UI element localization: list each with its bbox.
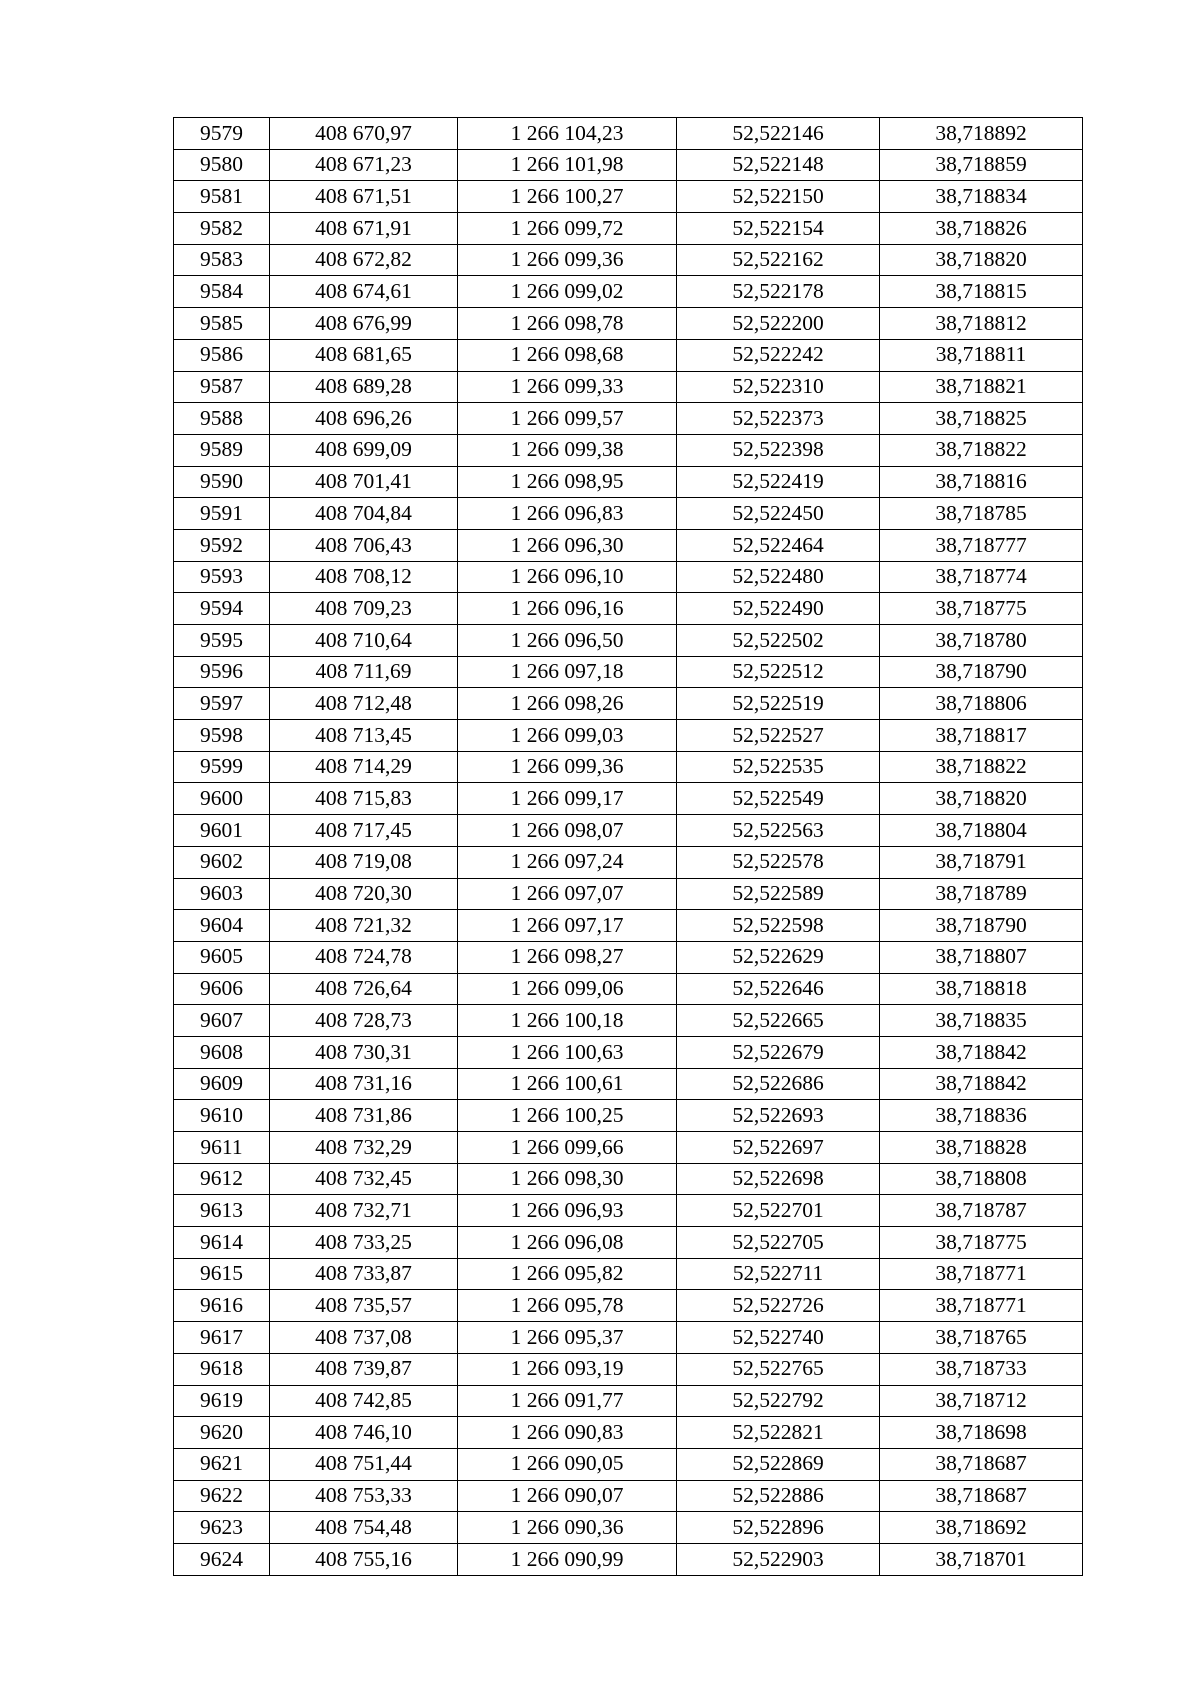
longitude-cell: 38,718765 xyxy=(880,1322,1083,1354)
longitude-cell: 38,718771 xyxy=(880,1258,1083,1290)
point-number-cell: 9617 xyxy=(174,1322,270,1354)
point-number-cell: 9621 xyxy=(174,1448,270,1480)
longitude-cell: 38,718807 xyxy=(880,941,1083,973)
point-number-cell: 9594 xyxy=(174,593,270,625)
x-coordinate-cell: 408 712,48 xyxy=(270,688,458,720)
y-coordinate-cell: 1 266 099,06 xyxy=(458,973,677,1005)
y-coordinate-cell: 1 266 098,95 xyxy=(458,466,677,498)
latitude-cell: 52,522896 xyxy=(677,1512,880,1544)
longitude-cell: 38,718687 xyxy=(880,1480,1083,1512)
coordinates-table xyxy=(173,117,1083,1576)
x-coordinate-cell: 408 701,41 xyxy=(270,466,458,498)
x-coordinate-cell: 408 713,45 xyxy=(270,720,458,752)
point-number-cell: 9596 xyxy=(174,656,270,688)
latitude-cell: 52,522629 xyxy=(677,941,880,973)
x-coordinate-cell: 408 739,87 xyxy=(270,1353,458,1385)
point-number-cell: 9624 xyxy=(174,1543,270,1575)
longitude-cell: 38,718806 xyxy=(880,688,1083,720)
y-coordinate-cell: 1 266 097,18 xyxy=(458,656,677,688)
point-number-cell: 9614 xyxy=(174,1227,270,1259)
point-number-cell: 9605 xyxy=(174,941,270,973)
y-coordinate-cell: 1 266 099,33 xyxy=(458,371,677,403)
latitude-cell: 52,522535 xyxy=(677,751,880,783)
longitude-cell: 38,718828 xyxy=(880,1132,1083,1164)
latitude-cell: 52,522578 xyxy=(677,846,880,878)
longitude-cell: 38,718820 xyxy=(880,783,1083,815)
table-row xyxy=(174,1543,1083,1575)
table-row xyxy=(174,403,1083,435)
latitude-cell: 52,522698 xyxy=(677,1163,880,1195)
x-coordinate-cell: 408 671,23 xyxy=(270,149,458,181)
x-coordinate-cell: 408 721,32 xyxy=(270,910,458,942)
longitude-cell: 38,718820 xyxy=(880,244,1083,276)
longitude-cell: 38,718835 xyxy=(880,1005,1083,1037)
table-row xyxy=(174,1227,1083,1259)
latitude-cell: 52,522665 xyxy=(677,1005,880,1037)
x-coordinate-cell: 408 753,33 xyxy=(270,1480,458,1512)
table-row xyxy=(174,751,1083,783)
x-coordinate-cell: 408 714,29 xyxy=(270,751,458,783)
x-coordinate-cell: 408 715,83 xyxy=(270,783,458,815)
point-number-cell: 9618 xyxy=(174,1353,270,1385)
table-row xyxy=(174,1195,1083,1227)
x-coordinate-cell: 408 696,26 xyxy=(270,403,458,435)
longitude-cell: 38,718808 xyxy=(880,1163,1083,1195)
longitude-cell: 38,718785 xyxy=(880,498,1083,530)
longitude-cell: 38,718812 xyxy=(880,308,1083,340)
y-coordinate-cell: 1 266 090,36 xyxy=(458,1512,677,1544)
x-coordinate-cell: 408 699,09 xyxy=(270,434,458,466)
table-row xyxy=(174,1163,1083,1195)
latitude-cell: 52,522686 xyxy=(677,1068,880,1100)
x-coordinate-cell: 408 735,57 xyxy=(270,1290,458,1322)
longitude-cell: 38,718822 xyxy=(880,751,1083,783)
point-number-cell: 9599 xyxy=(174,751,270,783)
table-row xyxy=(174,656,1083,688)
longitude-cell: 38,718804 xyxy=(880,815,1083,847)
x-coordinate-cell: 408 737,08 xyxy=(270,1322,458,1354)
x-coordinate-cell: 408 706,43 xyxy=(270,529,458,561)
x-coordinate-cell: 408 672,82 xyxy=(270,244,458,276)
latitude-cell: 52,522701 xyxy=(677,1195,880,1227)
x-coordinate-cell: 408 674,61 xyxy=(270,276,458,308)
coordinates-table-body xyxy=(174,118,1083,1576)
point-number-cell: 9603 xyxy=(174,878,270,910)
longitude-cell: 38,718822 xyxy=(880,434,1083,466)
point-number-cell: 9623 xyxy=(174,1512,270,1544)
latitude-cell: 52,522693 xyxy=(677,1100,880,1132)
y-coordinate-cell: 1 266 093,19 xyxy=(458,1353,677,1385)
longitude-cell: 38,718842 xyxy=(880,1068,1083,1100)
y-coordinate-cell: 1 266 099,02 xyxy=(458,276,677,308)
x-coordinate-cell: 408 676,99 xyxy=(270,308,458,340)
point-number-cell: 9587 xyxy=(174,371,270,403)
y-coordinate-cell: 1 266 099,72 xyxy=(458,213,677,245)
y-coordinate-cell: 1 266 096,50 xyxy=(458,625,677,657)
point-number-cell: 9579 xyxy=(174,118,270,150)
x-coordinate-cell: 408 689,28 xyxy=(270,371,458,403)
y-coordinate-cell: 1 266 098,07 xyxy=(458,815,677,847)
table-row xyxy=(174,434,1083,466)
x-coordinate-cell: 408 681,65 xyxy=(270,339,458,371)
y-coordinate-cell: 1 266 099,17 xyxy=(458,783,677,815)
latitude-cell: 52,522903 xyxy=(677,1543,880,1575)
latitude-cell: 52,522512 xyxy=(677,656,880,688)
table-row xyxy=(174,593,1083,625)
table-row xyxy=(174,720,1083,752)
table-row xyxy=(174,276,1083,308)
x-coordinate-cell: 408 732,29 xyxy=(270,1132,458,1164)
latitude-cell: 52,522765 xyxy=(677,1353,880,1385)
y-coordinate-cell: 1 266 100,27 xyxy=(458,181,677,213)
longitude-cell: 38,718815 xyxy=(880,276,1083,308)
point-number-cell: 9589 xyxy=(174,434,270,466)
y-coordinate-cell: 1 266 100,63 xyxy=(458,1036,677,1068)
longitude-cell: 38,718777 xyxy=(880,529,1083,561)
latitude-cell: 52,522502 xyxy=(677,625,880,657)
y-coordinate-cell: 1 266 098,27 xyxy=(458,941,677,973)
table-row xyxy=(174,783,1083,815)
x-coordinate-cell: 408 709,23 xyxy=(270,593,458,625)
table-row xyxy=(174,181,1083,213)
longitude-cell: 38,718789 xyxy=(880,878,1083,910)
y-coordinate-cell: 1 266 101,98 xyxy=(458,149,677,181)
table-row xyxy=(174,561,1083,593)
point-number-cell: 9590 xyxy=(174,466,270,498)
y-coordinate-cell: 1 266 098,68 xyxy=(458,339,677,371)
point-number-cell: 9597 xyxy=(174,688,270,720)
table-row xyxy=(174,1322,1083,1354)
latitude-cell: 52,522148 xyxy=(677,149,880,181)
table-row xyxy=(174,1448,1083,1480)
longitude-cell: 38,718834 xyxy=(880,181,1083,213)
table-row xyxy=(174,149,1083,181)
y-coordinate-cell: 1 266 100,61 xyxy=(458,1068,677,1100)
table-row xyxy=(174,498,1083,530)
latitude-cell: 52,522740 xyxy=(677,1322,880,1354)
point-number-cell: 9612 xyxy=(174,1163,270,1195)
longitude-cell: 38,718774 xyxy=(880,561,1083,593)
point-number-cell: 9607 xyxy=(174,1005,270,1037)
y-coordinate-cell: 1 266 096,83 xyxy=(458,498,677,530)
table-row xyxy=(174,308,1083,340)
x-coordinate-cell: 408 730,31 xyxy=(270,1036,458,1068)
point-number-cell: 9606 xyxy=(174,973,270,1005)
latitude-cell: 52,522419 xyxy=(677,466,880,498)
point-number-cell: 9591 xyxy=(174,498,270,530)
latitude-cell: 52,522146 xyxy=(677,118,880,150)
y-coordinate-cell: 1 266 098,78 xyxy=(458,308,677,340)
x-coordinate-cell: 408 671,51 xyxy=(270,181,458,213)
point-number-cell: 9581 xyxy=(174,181,270,213)
longitude-cell: 38,718892 xyxy=(880,118,1083,150)
y-coordinate-cell: 1 266 096,16 xyxy=(458,593,677,625)
latitude-cell: 52,522162 xyxy=(677,244,880,276)
longitude-cell: 38,718790 xyxy=(880,656,1083,688)
table-row xyxy=(174,466,1083,498)
point-number-cell: 9593 xyxy=(174,561,270,593)
point-number-cell: 9602 xyxy=(174,846,270,878)
y-coordinate-cell: 1 266 097,07 xyxy=(458,878,677,910)
y-coordinate-cell: 1 266 096,93 xyxy=(458,1195,677,1227)
x-coordinate-cell: 408 719,08 xyxy=(270,846,458,878)
table-row xyxy=(174,1132,1083,1164)
y-coordinate-cell: 1 266 091,77 xyxy=(458,1385,677,1417)
point-number-cell: 9583 xyxy=(174,244,270,276)
y-coordinate-cell: 1 266 096,30 xyxy=(458,529,677,561)
y-coordinate-cell: 1 266 096,08 xyxy=(458,1227,677,1259)
latitude-cell: 52,522310 xyxy=(677,371,880,403)
point-number-cell: 9592 xyxy=(174,529,270,561)
latitude-cell: 52,522398 xyxy=(677,434,880,466)
x-coordinate-cell: 408 746,10 xyxy=(270,1417,458,1449)
longitude-cell: 38,718771 xyxy=(880,1290,1083,1322)
x-coordinate-cell: 408 708,12 xyxy=(270,561,458,593)
table-row xyxy=(174,1290,1083,1322)
latitude-cell: 52,522646 xyxy=(677,973,880,1005)
table-row xyxy=(174,878,1083,910)
point-number-cell: 9586 xyxy=(174,339,270,371)
latitude-cell: 52,522549 xyxy=(677,783,880,815)
table-row xyxy=(174,244,1083,276)
longitude-cell: 38,718821 xyxy=(880,371,1083,403)
latitude-cell: 52,522373 xyxy=(677,403,880,435)
point-number-cell: 9588 xyxy=(174,403,270,435)
y-coordinate-cell: 1 266 098,30 xyxy=(458,1163,677,1195)
x-coordinate-cell: 408 751,44 xyxy=(270,1448,458,1480)
x-coordinate-cell: 408 671,91 xyxy=(270,213,458,245)
y-coordinate-cell: 1 266 095,82 xyxy=(458,1258,677,1290)
longitude-cell: 38,718733 xyxy=(880,1353,1083,1385)
longitude-cell: 38,718775 xyxy=(880,593,1083,625)
longitude-cell: 38,718775 xyxy=(880,1227,1083,1259)
y-coordinate-cell: 1 266 099,57 xyxy=(458,403,677,435)
x-coordinate-cell: 408 733,25 xyxy=(270,1227,458,1259)
latitude-cell: 52,522697 xyxy=(677,1132,880,1164)
point-number-cell: 9609 xyxy=(174,1068,270,1100)
latitude-cell: 52,522527 xyxy=(677,720,880,752)
longitude-cell: 38,718692 xyxy=(880,1512,1083,1544)
longitude-cell: 38,718825 xyxy=(880,403,1083,435)
longitude-cell: 38,718712 xyxy=(880,1385,1083,1417)
y-coordinate-cell: 1 266 090,83 xyxy=(458,1417,677,1449)
y-coordinate-cell: 1 266 099,66 xyxy=(458,1132,677,1164)
point-number-cell: 9585 xyxy=(174,308,270,340)
latitude-cell: 52,522178 xyxy=(677,276,880,308)
y-coordinate-cell: 1 266 095,37 xyxy=(458,1322,677,1354)
latitude-cell: 52,522563 xyxy=(677,815,880,847)
table-row xyxy=(174,625,1083,657)
x-coordinate-cell: 408 755,16 xyxy=(270,1543,458,1575)
x-coordinate-cell: 408 732,45 xyxy=(270,1163,458,1195)
y-coordinate-cell: 1 266 097,17 xyxy=(458,910,677,942)
table-row xyxy=(174,1353,1083,1385)
longitude-cell: 38,718859 xyxy=(880,149,1083,181)
latitude-cell: 52,522450 xyxy=(677,498,880,530)
point-number-cell: 9582 xyxy=(174,213,270,245)
latitude-cell: 52,522200 xyxy=(677,308,880,340)
x-coordinate-cell: 408 720,30 xyxy=(270,878,458,910)
latitude-cell: 52,522821 xyxy=(677,1417,880,1449)
longitude-cell: 38,718780 xyxy=(880,625,1083,657)
longitude-cell: 38,718790 xyxy=(880,910,1083,942)
point-number-cell: 9622 xyxy=(174,1480,270,1512)
point-number-cell: 9611 xyxy=(174,1132,270,1164)
table-row xyxy=(174,1036,1083,1068)
table-row xyxy=(174,1512,1083,1544)
point-number-cell: 9595 xyxy=(174,625,270,657)
table-row xyxy=(174,941,1083,973)
longitude-cell: 38,718791 xyxy=(880,846,1083,878)
y-coordinate-cell: 1 266 097,24 xyxy=(458,846,677,878)
point-number-cell: 9610 xyxy=(174,1100,270,1132)
x-coordinate-cell: 408 728,73 xyxy=(270,1005,458,1037)
point-number-cell: 9619 xyxy=(174,1385,270,1417)
table-row xyxy=(174,339,1083,371)
point-number-cell: 9580 xyxy=(174,149,270,181)
x-coordinate-cell: 408 732,71 xyxy=(270,1195,458,1227)
longitude-cell: 38,718826 xyxy=(880,213,1083,245)
latitude-cell: 52,522480 xyxy=(677,561,880,593)
table-row xyxy=(174,973,1083,1005)
longitude-cell: 38,718818 xyxy=(880,973,1083,1005)
x-coordinate-cell: 408 742,85 xyxy=(270,1385,458,1417)
point-number-cell: 9601 xyxy=(174,815,270,847)
table-row xyxy=(174,1068,1083,1100)
latitude-cell: 52,522869 xyxy=(677,1448,880,1480)
y-coordinate-cell: 1 266 098,26 xyxy=(458,688,677,720)
point-number-cell: 9616 xyxy=(174,1290,270,1322)
y-coordinate-cell: 1 266 096,10 xyxy=(458,561,677,593)
y-coordinate-cell: 1 266 100,25 xyxy=(458,1100,677,1132)
table-row xyxy=(174,1258,1083,1290)
longitude-cell: 38,718698 xyxy=(880,1417,1083,1449)
x-coordinate-cell: 408 710,64 xyxy=(270,625,458,657)
x-coordinate-cell: 408 717,45 xyxy=(270,815,458,847)
table-row xyxy=(174,118,1083,150)
latitude-cell: 52,522886 xyxy=(677,1480,880,1512)
longitude-cell: 38,718701 xyxy=(880,1543,1083,1575)
latitude-cell: 52,522679 xyxy=(677,1036,880,1068)
y-coordinate-cell: 1 266 095,78 xyxy=(458,1290,677,1322)
x-coordinate-cell: 408 724,78 xyxy=(270,941,458,973)
point-number-cell: 9584 xyxy=(174,276,270,308)
table-row xyxy=(174,846,1083,878)
x-coordinate-cell: 408 731,86 xyxy=(270,1100,458,1132)
latitude-cell: 52,522589 xyxy=(677,878,880,910)
point-number-cell: 9598 xyxy=(174,720,270,752)
point-number-cell: 9608 xyxy=(174,1036,270,1068)
longitude-cell: 38,718817 xyxy=(880,720,1083,752)
longitude-cell: 38,718816 xyxy=(880,466,1083,498)
point-number-cell: 9615 xyxy=(174,1258,270,1290)
x-coordinate-cell: 408 754,48 xyxy=(270,1512,458,1544)
y-coordinate-cell: 1 266 090,99 xyxy=(458,1543,677,1575)
x-coordinate-cell: 408 711,69 xyxy=(270,656,458,688)
table-row xyxy=(174,1100,1083,1132)
latitude-cell: 52,522519 xyxy=(677,688,880,720)
longitude-cell: 38,718836 xyxy=(880,1100,1083,1132)
x-coordinate-cell: 408 704,84 xyxy=(270,498,458,530)
point-number-cell: 9600 xyxy=(174,783,270,815)
table-row xyxy=(174,1005,1083,1037)
latitude-cell: 52,522792 xyxy=(677,1385,880,1417)
longitude-cell: 38,718842 xyxy=(880,1036,1083,1068)
latitude-cell: 52,522705 xyxy=(677,1227,880,1259)
longitude-cell: 38,718787 xyxy=(880,1195,1083,1227)
latitude-cell: 52,522598 xyxy=(677,910,880,942)
y-coordinate-cell: 1 266 100,18 xyxy=(458,1005,677,1037)
table-row xyxy=(174,1417,1083,1449)
table-row xyxy=(174,1385,1083,1417)
latitude-cell: 52,522150 xyxy=(677,181,880,213)
point-number-cell: 9620 xyxy=(174,1417,270,1449)
point-number-cell: 9604 xyxy=(174,910,270,942)
x-coordinate-cell: 408 670,97 xyxy=(270,118,458,150)
y-coordinate-cell: 1 266 099,36 xyxy=(458,751,677,783)
table-row xyxy=(174,529,1083,561)
table-row xyxy=(174,910,1083,942)
latitude-cell: 52,522242 xyxy=(677,339,880,371)
longitude-cell: 38,718687 xyxy=(880,1448,1083,1480)
table-row xyxy=(174,371,1083,403)
x-coordinate-cell: 408 733,87 xyxy=(270,1258,458,1290)
y-coordinate-cell: 1 266 099,03 xyxy=(458,720,677,752)
y-coordinate-cell: 1 266 090,07 xyxy=(458,1480,677,1512)
table-row xyxy=(174,815,1083,847)
point-number-cell: 9613 xyxy=(174,1195,270,1227)
x-coordinate-cell: 408 726,64 xyxy=(270,973,458,1005)
y-coordinate-cell: 1 266 099,36 xyxy=(458,244,677,276)
y-coordinate-cell: 1 266 104,23 xyxy=(458,118,677,150)
longitude-cell: 38,718811 xyxy=(880,339,1083,371)
latitude-cell: 52,522490 xyxy=(677,593,880,625)
y-coordinate-cell: 1 266 099,38 xyxy=(458,434,677,466)
latitude-cell: 52,522464 xyxy=(677,529,880,561)
x-coordinate-cell: 408 731,16 xyxy=(270,1068,458,1100)
latitude-cell: 52,522726 xyxy=(677,1290,880,1322)
latitude-cell: 52,522154 xyxy=(677,213,880,245)
y-coordinate-cell: 1 266 090,05 xyxy=(458,1448,677,1480)
table-row xyxy=(174,1480,1083,1512)
table-row xyxy=(174,213,1083,245)
latitude-cell: 52,522711 xyxy=(677,1258,880,1290)
table-row xyxy=(174,688,1083,720)
